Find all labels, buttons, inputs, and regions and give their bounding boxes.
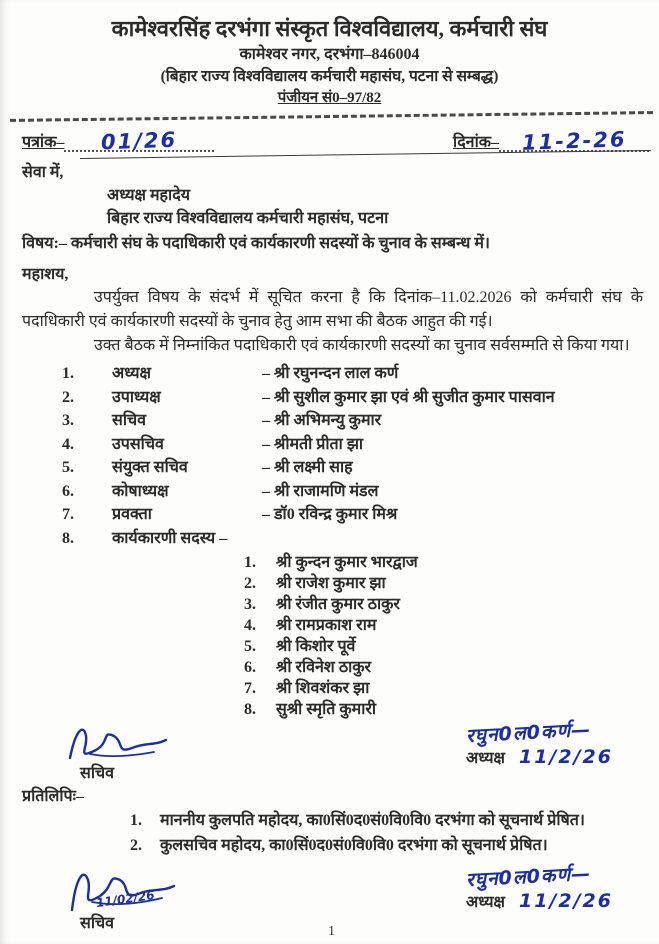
president-signature-date: 11/2/26: [519, 746, 613, 768]
page-number: 1: [328, 924, 335, 939]
copy-row: [22, 808, 643, 833]
secretary-label: सचिव: [80, 915, 115, 932]
member-name: श्री शिवशंकर झा: [276, 680, 370, 697]
president-signature-handwriting: रघुन0ल0कर्ण—: [465, 862, 592, 892]
member-name: श्री राजेश कुमार झा: [276, 575, 386, 592]
reference-row: [0, 118, 659, 155]
officer-row: [22, 433, 643, 457]
recipient-salutation: सेवा में,: [22, 164, 64, 181]
officer-post: कार्यकारणी सदस्य –: [112, 529, 228, 547]
officer-row: [22, 409, 643, 433]
body-salutation: महाशय,: [22, 266, 69, 283]
member-name: श्री रंजीत कुमार ठाकुर: [276, 596, 400, 613]
officer-name: – श्री अभिमन्यु कुमार: [262, 412, 382, 429]
officer-sn: 3.: [62, 412, 74, 429]
president-signature-block-1: [465, 718, 613, 770]
officer-post: अध्यक्ष: [112, 365, 151, 382]
officer-post: सचिव: [112, 412, 147, 429]
member-row: [22, 699, 643, 720]
secretary-signature-block-2: [62, 866, 192, 935]
org-address: कामेश्वर नगर, दरभंगा–846004: [239, 46, 420, 63]
copy-section-label: प्रतिलिपिः–: [22, 788, 84, 805]
member-row: [22, 636, 643, 657]
letter-number-blank: [64, 126, 214, 155]
member-sn: 1.: [244, 554, 256, 571]
officer-name: – श्रीमती प्रीता झा: [262, 435, 364, 453]
member-row: [22, 678, 643, 699]
signature-row-1: [22, 720, 643, 785]
officer-post: प्रवक्ता: [112, 506, 152, 523]
letter-number-handwritten-value: 01/26: [100, 127, 178, 155]
member-sn: 4.: [244, 617, 256, 634]
copy-section: [22, 785, 643, 858]
officer-row: [22, 362, 643, 386]
officer-sn: 5.: [62, 459, 74, 476]
copy-row: [22, 833, 643, 858]
member-name: श्री किशोर पूर्वे: [276, 638, 356, 655]
member-row: [22, 615, 643, 636]
recipient-block: [22, 161, 643, 230]
member-row: [22, 657, 643, 678]
executive-members-list: [22, 552, 643, 720]
body-paragraph-1: उपर्युक्त विषय के संदर्भ में सूचित करना है कि दिनांक–11.02.2026 को कर्मचारी संघ के पदाधिकारी एवं कार्यकारणी सदस्यों के चुनाव हेतु आम सभा की बैठक आहुत की गई।: [22, 289, 643, 330]
president-label: अध्यक्ष: [466, 894, 506, 911]
date-handwritten-value: 11-2-26: [521, 127, 627, 155]
officer-name: – श्री राजामणि मंडल: [262, 482, 379, 500]
member-row: [22, 594, 643, 615]
officers-list: [22, 362, 643, 550]
org-title: कामेश्वरसिंह दरभंगा संस्कृत विश्वविद्यालय, कर्मचारी संघ: [111, 16, 548, 41]
letter-number-field: [22, 126, 214, 155]
officer-sn: 2.: [62, 388, 74, 406]
president-label: अध्यक्ष: [466, 750, 506, 767]
officer-name: – श्री लक्ष्मी साह: [262, 459, 353, 476]
officer-sn: 7.: [62, 506, 74, 523]
recipient-line2: बिहार राज्य विश्वविद्यालय कर्मचारी महासंघ, पटना: [107, 210, 389, 227]
org-affiliation: (बिहार राज्य विश्वविद्यालय कर्मचारी महासंघ, पटना से सम्बद्ध): [160, 68, 499, 85]
member-row: [22, 552, 643, 573]
member-name: सुश्री स्मृति कुमारी: [276, 701, 377, 718]
officer-post: कोषाध्यक्ष: [112, 482, 169, 500]
officer-sn: 4.: [62, 435, 74, 453]
date-field: [453, 126, 649, 155]
president-signature-block-2: [465, 862, 613, 914]
president-signature-handwriting: रघुन0ल0कर्ण—: [465, 718, 592, 748]
officer-row-executive-heading: [22, 527, 643, 551]
date-blank: [499, 126, 649, 155]
member-sn: 8.: [244, 701, 256, 718]
secretary-signature-date: 11/02/26: [95, 887, 156, 911]
subject-line: विषय:– कर्मचारी संघ के पदाधिकारी एवं कार्यकारणी सदस्यों के चुनाव के सम्बन्ध में।: [22, 235, 490, 252]
member-sn: 2.: [244, 575, 256, 592]
secretary-signature-block-1: [62, 722, 182, 785]
member-name: श्री कुन्दन कुमार भारद्वाज: [276, 554, 418, 571]
member-sn: 6.: [244, 659, 256, 676]
officer-post: संयुक्त सचिव: [112, 459, 188, 476]
officer-sn: 6.: [62, 482, 74, 500]
member-row: [22, 573, 643, 594]
copy-sn: 1.: [130, 812, 142, 829]
registration-number: पंजीयन सं0–97/82: [277, 90, 382, 106]
member-sn: 7.: [244, 680, 256, 697]
president-signature-date: 11/2/26: [519, 890, 613, 912]
officer-row: [22, 456, 643, 480]
recipient-line1: अध्यक्ष महादेय: [107, 187, 190, 204]
officer-post: उपसचिव: [112, 435, 164, 453]
copy-text: कुलसचिव महोदय, का0सिं0द0सं0वि0वि0 दरभंगा को सूचनार्थ प्रेषित।: [160, 837, 548, 854]
copy-sn: 2.: [130, 837, 142, 854]
body-paragraph-2: उक्त बैठक में निम्नांकित पदाधिकारी एवं कार्यकारणी सदस्यों का चुनाव सर्वसम्मति से किया गया।: [94, 337, 630, 354]
officer-sn: 8.: [62, 529, 74, 547]
officer-name: – श्री सुशील कुमार झा एवं श्री सुजीत कुमार पासवान: [262, 388, 555, 406]
member-name: श्री रामप्रकाश राम: [276, 617, 377, 634]
officer-row: [22, 503, 643, 527]
letterhead: [0, 0, 659, 109]
copy-text: माननीय कुलपति महोदय, का0सिं0द0सं0वि0वि0 दरभंगा को सूचनार्थ प्रेषित।: [160, 812, 585, 829]
officer-row: [22, 386, 643, 410]
secretary-label: सचिव: [80, 765, 115, 782]
officer-post: उपाध्यक्ष: [112, 388, 161, 406]
member-sn: 5.: [244, 638, 256, 655]
officer-row: [22, 480, 643, 504]
letter-number-label: पत्रांक–: [22, 134, 65, 151]
officer-name: – श्री रघुनन्दन लाल कर्ण: [262, 365, 399, 382]
secretary-signature-scribble: [62, 722, 182, 762]
officer-sn: 1.: [62, 365, 74, 382]
member-name: श्री रविनेश ठाकुर: [276, 659, 372, 676]
member-sn: 3.: [244, 596, 256, 613]
officer-name: – डॉ0 रविन्द्र कुमार मिश्र: [262, 506, 398, 523]
letter-body: [0, 155, 659, 935]
date-label: दिनांक–: [453, 134, 499, 151]
officer-name: [227, 527, 643, 551]
